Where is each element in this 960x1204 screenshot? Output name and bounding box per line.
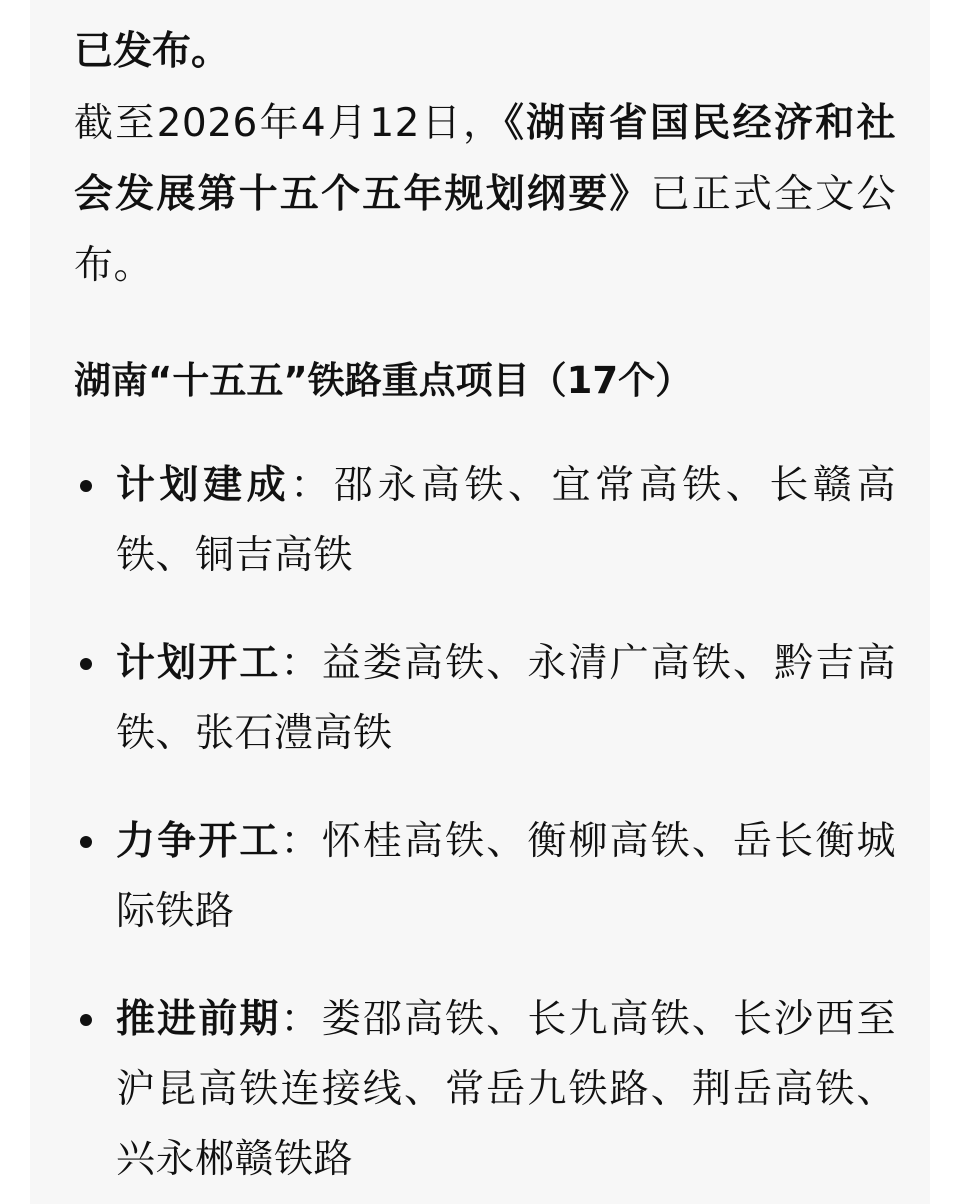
section-title: 湖南“十五五”铁路重点项目（17个） xyxy=(74,359,693,402)
item-label: 力争开工 xyxy=(116,819,281,864)
intro-top-line: 已发布。 xyxy=(74,29,231,74)
intro-date-suffix: 已正式全文公布。 xyxy=(74,172,896,288)
article-content xyxy=(74,28,896,1195)
item-colon: ： xyxy=(280,997,322,1042)
list-item-planned-start xyxy=(74,629,896,769)
bullet-icon xyxy=(80,480,92,492)
project-list xyxy=(74,451,896,1195)
item-colon: ： xyxy=(290,463,334,508)
bullet-icon xyxy=(80,836,92,848)
intro-paragraph xyxy=(74,88,896,301)
item-colon: ： xyxy=(280,641,322,686)
intro-doc-title: 《湖南省国民经济和社会发展第十五个五年规划纲要》 xyxy=(74,101,896,217)
bullet-icon xyxy=(80,1014,92,1026)
item-text: 邵永高铁、宜常高铁、长赣高铁、铜吉高铁 xyxy=(116,463,896,578)
item-text: 娄邵高铁、长九高铁、长沙西至沪昆高铁连接线、常岳九铁路、荆岳高铁、兴永郴赣铁路 xyxy=(116,997,896,1182)
item-label: 计划开工 xyxy=(116,641,281,686)
item-colon: ： xyxy=(280,819,322,864)
item-text: 益娄高铁、永清广高铁、黔吉高铁、张石澧高铁 xyxy=(116,641,896,756)
item-label: 推进前期 xyxy=(116,997,281,1042)
item-text: 怀桂高铁、衡柳高铁、岳长衡城际铁路 xyxy=(116,819,896,934)
article-card xyxy=(30,0,930,1204)
list-item-preliminary xyxy=(74,985,896,1195)
item-label: 计划建成 xyxy=(116,463,291,508)
bullet-icon xyxy=(80,658,92,670)
list-item-strive-start xyxy=(74,807,896,947)
intro-date-prefix: 截至2026年4月12日， xyxy=(74,101,505,146)
list-item-planned-completion xyxy=(74,451,896,591)
